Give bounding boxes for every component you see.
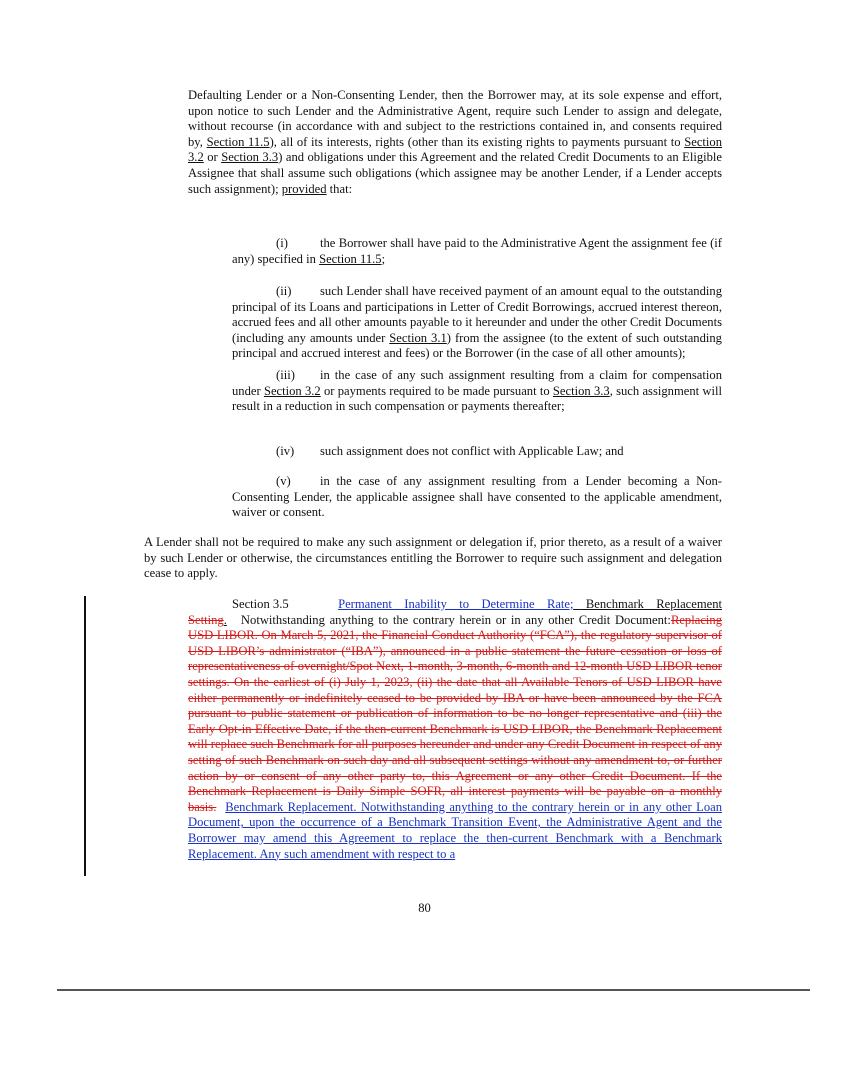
list-item: (v) in the case of any assignment resulting from a Lender becoming a Non-Consenting Lender, the applicable assignee shall have consented to the applicable amendment, waiver or consent. bbox=[232, 474, 722, 520]
cross-reference: Section 11.5 bbox=[206, 134, 270, 149]
paragraph-assignment: Defaulting Lender or a Non-Consenting Lender, then the Borrower may, at its sole expense and effort, upon notice to such Lender and the Administrative Agent, require such Lender to assign and delegate, without recourse (in accordance with and subject to the restrictions contained in, and consents required by, Section 11.5), all of its interests, rights (other than its existing rights to payments pursuant to Section 3.2 or Section 3.3) and obligations under this Agreement and the related Credit Documents to an Eligible Assignee that shall assume such obligations (which assignee may be another Lender, if a Lender accepts such assignment); provided that: bbox=[188, 88, 722, 196]
cross-reference: Section 3.2 bbox=[263, 383, 321, 398]
list-item: (iii) in the case of any such assignment resulting from a claim for compensation under Section 3.2 or payments required to be made pursuant to Section 3.3, such assignment will result in a reduction in such compensation or payments thereafter; bbox=[232, 368, 722, 414]
cross-reference: Section 3.2 bbox=[188, 134, 722, 165]
list-item-number: (iii) bbox=[276, 368, 295, 382]
deleted-title-word: Setting bbox=[188, 612, 224, 627]
section-title-continued: Benchmark Replacement bbox=[573, 597, 723, 611]
title-period: . bbox=[223, 612, 227, 627]
cross-reference: Section 3.3 bbox=[552, 383, 610, 398]
list-item: (i) the Borrower shall have paid to the Administrative Agent the assignment fee (if any) specified in Section 11.5; bbox=[232, 236, 722, 266]
list-item: (iv) such assignment does not conflict with Applicable Law; and bbox=[232, 444, 722, 460]
list-item-number: (i) bbox=[276, 236, 288, 250]
cross-reference: Section 3.3 bbox=[221, 150, 279, 165]
inserted-section-title[interactable]: Permanent Inability to Determine Rate; bbox=[338, 597, 574, 611]
inserted-text: Benchmark Replacement. Notwithstanding anything to the contrary herein or in any other Loan Document, upon the occurrence of a Benchmark Transition Event, the Administrative Agent and the Borrower may amend this Agreement to replace the then-current Benchmark with a Benchmark Replacement. Any such amendment with respect to a bbox=[188, 799, 722, 861]
change-bar bbox=[84, 596, 86, 876]
list-item-number: (ii) bbox=[276, 284, 292, 298]
section-3-5 bbox=[188, 597, 722, 862]
section-intro: Notwithstanding anything to the contrary herein or in any other Credit Document: bbox=[240, 612, 671, 627]
page-number: 80 bbox=[418, 901, 431, 915]
section-number: Section 3.5 bbox=[232, 597, 289, 611]
proviso-term: provided bbox=[281, 181, 327, 196]
list-item: (ii) such Lender shall have received payment of an amount equal to the outstanding principal of its Loans and participations in Letter of Credit Borrowings, accrued interest thereon, accrued fees and all other amounts payable to it hereunder and under the other Credit Documents (including any amounts under Section 3.1) from the assignee (to the extent of such outstanding principal and accrued interest and fees) or the Borrower (in the case of all other amounts); bbox=[232, 284, 722, 361]
cross-reference: Section 3.1 bbox=[389, 330, 447, 345]
list-item-number: (v) bbox=[276, 474, 291, 488]
cross-reference: Section 11.5 bbox=[319, 251, 382, 266]
list-item-number: (iv) bbox=[276, 444, 295, 458]
deleted-text: Replacing USD LIBOR. On March 5, 2021, the Financial Conduct Authority (“FCA”), the regulatory supervisor of USD LIBOR’s administrator (“IBA”), announced in a public statement the future cessation or loss of representativeness of overnight/Spot Next, 1-month, 3-month, 6-month and 12-month USD LIBOR tenor settings. On the earliest of (i) July 1, 2023, (ii) the date that all Available Tenors of USD LIBOR have either permanently or indefinitely ceased to be provided by IBA or have been announced by the FCA pursuant to public statement or publication of information to be no longer representative and (iii) the Early Opt-in Effective Date, if the then-current Benchmark is USD LIBOR, the Benchmark Replacement will replace such Benchmark for all purposes hereunder and under any Credit Document in respect of any setting of such Benchmark on such day and all subsequent settings without any amendment to, or further action by or consent of any other party to, this Agreement or any other Credit Document. If the Benchmark Replacement is Daily Simple SOFR, all interest payments will be payable on a monthly basis. bbox=[188, 612, 722, 814]
paragraph-no-assignment: A Lender shall not be required to make any such assignment or delegation if, prior thereto, as a result of a waiver by such Lender or otherwise, the circumstances entitling the Borrower to require such assignment and delegation cease to apply. bbox=[144, 535, 722, 581]
page-divider bbox=[57, 989, 810, 991]
